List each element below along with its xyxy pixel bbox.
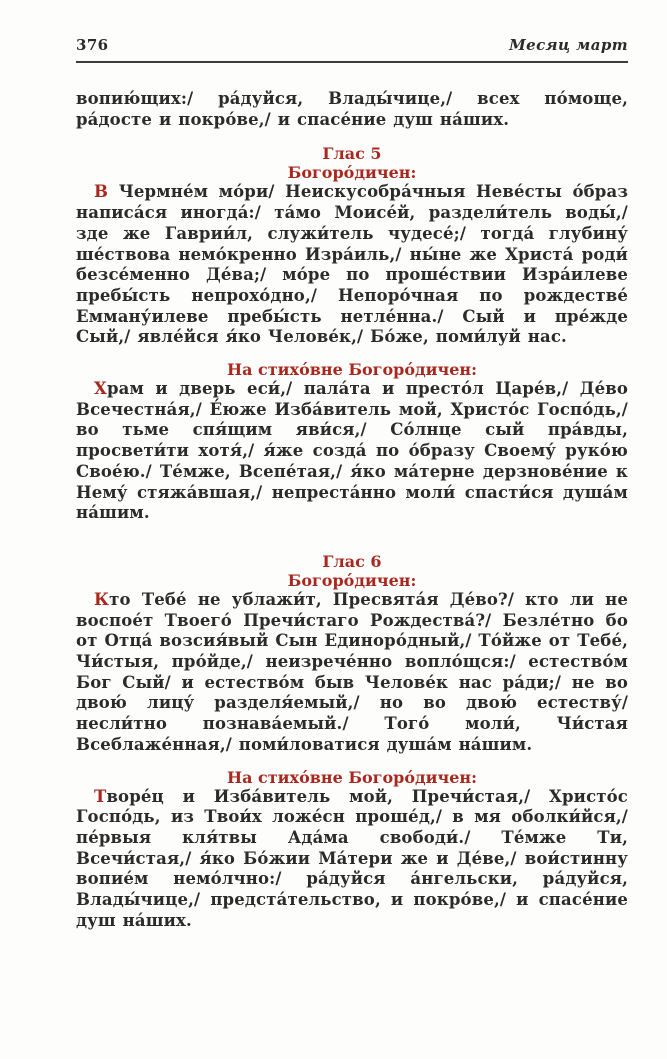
glas-6-heading: Глас 6 — [322, 551, 382, 571]
bogorodichen-heading-2: Богоро́дичен: — [287, 570, 417, 590]
initial-letter: К — [94, 589, 110, 609]
initial-letter: В — [94, 182, 109, 202]
hymn1-headings — [76, 144, 628, 182]
page-content — [76, 36, 628, 932]
hymn3-text: то Тебе́ не ублажи́т, Пресвята́я Де́во?/ кто ли не воспое́т Твоего́ Пречи́стаго Рождества́?/ Безле́тно бо от Отца́ возсия́вый Сын Единоро́дный,/ То́йже от Тебе́, Чи́стыя, про́йде,/ неизрече́нно вопло́щся:/ естество́м Бог Сый/ и естество́м быв Челове́к нас ра́ди;/ не во двою́ лицу́ разделя́емый,/ но во двою́ естеству́/ несли́тно познава́емый./ Того́ моли́, Чи́стая Всеблаже́нная,/ поми́ловатися душа́м на́шим. — [76, 589, 628, 754]
stikhovne-heading-2: На стихо́вне Богоро́дичен: — [226, 767, 478, 787]
hymn4-paragraph — [76, 787, 628, 932]
page-number: 376 — [76, 36, 109, 54]
hymn2-paragraph — [76, 379, 628, 524]
page-header — [76, 36, 628, 54]
header-rule — [76, 61, 628, 63]
running-title: Месяц март — [509, 36, 628, 54]
hymn1-text: Чермне́м мо́ри/ Неискусобра́чныя Неве́сты о́браз написа́ся иногда́:/ та́мо Моисе́й, раздели́тель воды́,/ зде же Гаврии́л, служи́тель чудесе́;/ тогда́ глубину́ ше́ствова немо́кренно Изра́иль,/ ны́не же Христа́ роди́ безсе́менно Де́ва;/ мо́ре по проше́ствии Изра́илеве пребы́сть непрохо́дно,/ Непоро́чная по рождестве́ Емману́илеве пребы́сть нетле́нна./ Сый и пре́жде Сый,/ явле́йся я́ко Челове́к,/ Бо́же, поми́луй нас. — [76, 182, 628, 347]
stikhovne-heading-1: На стихо́вне Богоро́дичен: — [226, 360, 478, 380]
hymn3-paragraph — [76, 590, 628, 756]
hymn2-text: рам и дверь еси́,/ пала́та и престо́л Царе́в,/ Де́во Всечестна́я,/ Е́юже Изба́витель мой, Христо́с Госпо́дь,/ во тьме спя́щим яви́ся,/ Со́лнце сый пра́вды, просвети́ти хотя́,/ я́же созда́ по о́бразу Своему́ руко́ю Свое́ю./ Те́мже, Всепе́тая,/ я́ко ма́терне дерзнове́ние к Нему́ стяжа́вшая,/ непреста́нно моли́ спасти́ся душа́м на́шим. — [76, 379, 628, 523]
hymn3-headings — [76, 552, 628, 590]
bogorodichen-heading-1: Богоро́дичен: — [287, 163, 417, 183]
hymn1-paragraph — [76, 182, 628, 348]
hymn4-text: воре́ц и Изба́витель мой, Пречи́стая,/ Христо́с Госпо́дь, из Твои́х ложе́сн проше́д,/ в мя оболки́йся,/ пе́рвыя кля́твы Ада́ма свободи́./ Те́мже Ти, Всечи́стая,/ я́ко Бо́жии Ма́тери же и Де́ве,/ вои́стинну вопие́м немо́лчно:/ ра́дуйся а́нгельски, ра́дуйся, Влады́чице,/ предста́тельство, и покро́ве,/ и спасе́ние душ на́ших. — [76, 786, 628, 930]
initial-letter: Х — [94, 379, 107, 399]
page-body — [76, 89, 628, 932]
initial-letter: Т — [94, 786, 107, 806]
continuation-paragraph: вопию́щих:/ ра́дуйся, Влады́чице,/ всех по́моще, ра́досте и покро́ве,/ и спасе́ние душ на́ших. — [76, 89, 628, 129]
glas-5-heading: Глас 5 — [322, 144, 382, 164]
